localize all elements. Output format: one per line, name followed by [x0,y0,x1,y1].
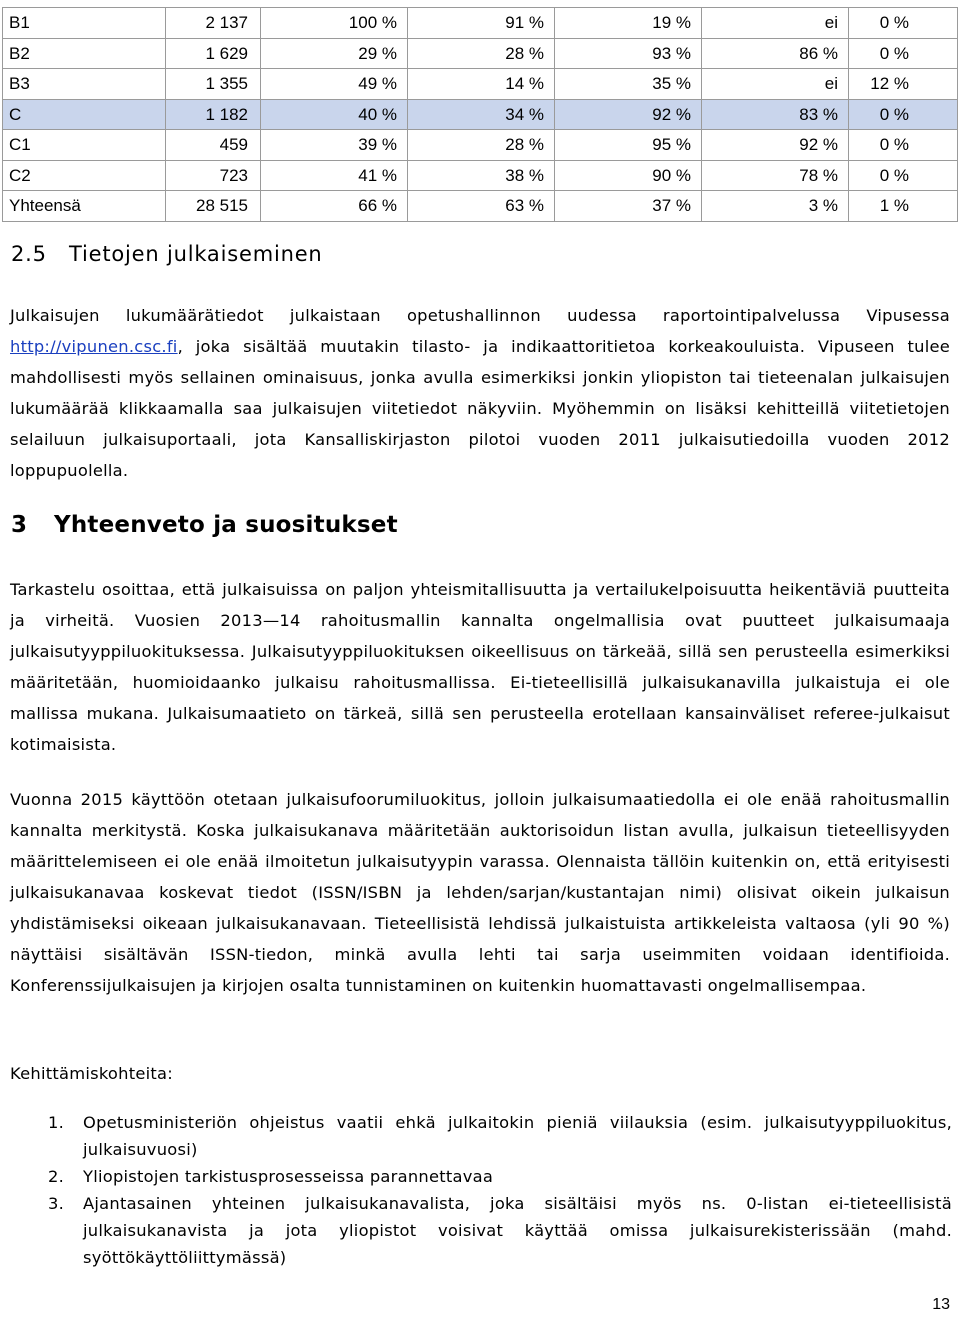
value-cell: 63 % [408,191,555,222]
section-heading-3 [11,512,398,538]
value-cell: 14 % [408,69,555,100]
value-cell: ei [702,69,849,100]
row-label-cell: C1 [3,130,166,161]
row-label-cell: B2 [3,38,166,69]
list-marker: 2. [48,1167,65,1186]
value-cell: 90 % [555,160,702,191]
publication-stats-table [2,7,958,222]
vipunen-link[interactable]: http://vipunen.csc.fi [10,337,178,356]
paragraph-summary-2: Vuonna 2015 käyttöön otetaan julkaisufoorumiluokitus, jolloin julkaisumaatiedolla ei ole enää rahoitusmallin kannalta merkitystä. Koska julkaisukanava määritetään auktorisoidun listan avulla, julkaisun tieteellisyyden määrittelemiseen ei ole enää ilmoitetun julkaisutyypin varassa. Olennaista tällöin kuitenkin on, että erityisesti julkaisukanavaa koskevat tiedot (ISSN/ISBN ja lehden/sarjan/kustantajan nimi) olisivat oikein julkaisun yhdistämiseksi oikeaan julkaisukanavaan. Tieteellisistä lehdissä julkaistuista artikkeleista valtaosa (yli 90 %) näyttäisi sisältävän ISSN-tiedon, minkä avulla lehti tai sarja useimmiten voidaan identifioida. Konferenssijulkaisujen ja kirjojen osalta tunnistaminen on kuitenkin huomattavasti ongelmallisempaa. [10,790,950,995]
table-row [3,191,958,222]
value-cell: 28 % [408,38,555,69]
value-cell: 723 [166,160,261,191]
value-cell: 78 % [702,160,849,191]
value-cell: 40 % [261,99,408,130]
value-cell: 1 182 [166,99,261,130]
value-cell: 49 % [261,69,408,100]
value-cell: ei [702,8,849,39]
value-cell: 66 % [261,191,408,222]
value-cell: 95 % [555,130,702,161]
section-number: 2.5 [11,242,47,266]
value-cell: 1 % [849,191,958,222]
list-item [0,1190,952,1271]
row-label-cell: B3 [3,69,166,100]
row-label-cell: B1 [3,8,166,39]
value-cell: 41 % [261,160,408,191]
list-item-text: Ajantasainen yhteinen julkaisukanavalista, joka sisältäisi myös ns. 0-listan ei-tieteellisistä julkaisukanavista ja jota yliopistot voisivat käyttää omissa julkaisurekisterissään (mahd. syöttökäyttöliittymässä) [83,1194,952,1267]
table-row [3,69,958,100]
value-cell: 1 355 [166,69,261,100]
section-title: Tietojen julkaiseminen [69,242,323,266]
value-cell: 459 [166,130,261,161]
development-list [0,1109,952,1271]
value-cell: 0 % [849,8,958,39]
section-heading-2-5 [11,242,323,266]
list-label: Kehittämiskohteita: [10,1064,173,1083]
page-number: 13 [932,1296,950,1313]
table-row [3,160,958,191]
list-item-text: Yliopistojen tarkistusprosesseissa parannettavaa [83,1167,494,1186]
value-cell: 86 % [702,38,849,69]
value-cell: 39 % [261,130,408,161]
table-row [3,130,958,161]
value-cell: 93 % [555,38,702,69]
list-item-text: Opetusministeriön ohjeistus vaatii ehkä julkaitokin pieniä viilauksia (esim. julkaisutyyppiluokitus, julkaisuvuosi) [83,1113,952,1159]
value-cell: 0 % [849,130,958,161]
value-cell: 3 % [702,191,849,222]
section-title: Yhteenveto ja suositukset [54,512,398,538]
list-item [0,1163,952,1190]
list-marker: 1. [48,1113,65,1132]
value-cell: 92 % [555,99,702,130]
value-cell: 2 137 [166,8,261,39]
value-cell: 0 % [849,38,958,69]
value-cell: 12 % [849,69,958,100]
value-cell: 19 % [555,8,702,39]
value-cell: 91 % [408,8,555,39]
paragraph-text: , joka sisältää muutakin tilasto- ja indikaattoritietoa korkeakouluista. Vipuseen tulee mahdollisesti myös sellainen ominaisuus, jonka avulla esimerkiksi jonkin yliopiston tai tieteenalan julkaisujen lukumäärää klikkaamalla saa julkaisujen viitetiedot näkyviin. Myöhemmin on lisäksi kehitteillä viitetietojen selailuun julkaisuportaali, jota Kansalliskirjaston pilotoi vuoden 2011 julkaisutiedoilla vuoden 2012 loppupuolella. [10,337,950,480]
list-marker: 3. [48,1194,65,1213]
paragraph-publishing [10,300,950,486]
paragraph-text: Julkaisujen lukumäärätiedot julkaistaan opetushallinnon uudessa raportointipalvelussa Vipusessa [10,306,950,325]
row-label-cell: C [3,99,166,130]
value-cell: 100 % [261,8,408,39]
table-row [3,99,958,130]
list-item [0,1109,952,1163]
table-row [3,8,958,39]
value-cell: 28 515 [166,191,261,222]
value-cell: 1 629 [166,38,261,69]
value-cell: 28 % [408,130,555,161]
value-cell: 0 % [849,160,958,191]
paragraph-summary-1: Tarkastelu osoittaa, että julkaisuissa on paljon yhteismitallisuutta ja vertailukelpoisuutta heikentäviä puutteita ja virheitä. Vuosien 2013—14 rahoitusmallin kannalta ongelmallisia ovat puutteet julkaisumaaja julkaisutyyppiluokituksessa. Julkaisutyyppiluokituksen oikeellisuus on tärkeää, sillä sen perusteella esimerkiksi määritetään, huomioidaanko julkaisu rahoitusmallissa. Ei-tieteellisillä julkaisukanavilla julkaistuja ei ole mallissa mukana. Julkaisumaatieto on tärkeä, sillä sen perusteella erotellaan kansainväliset referee-julkaisut kotimaisista. [10,580,950,754]
row-label-cell: C2 [3,160,166,191]
value-cell: 0 % [849,99,958,130]
value-cell: 29 % [261,38,408,69]
value-cell: 38 % [408,160,555,191]
value-cell: 83 % [702,99,849,130]
value-cell: 34 % [408,99,555,130]
section-number: 3 [11,512,28,538]
value-cell: 35 % [555,69,702,100]
row-label-cell: Yhteensä [3,191,166,222]
value-cell: 37 % [555,191,702,222]
table-row [3,38,958,69]
value-cell: 92 % [702,130,849,161]
